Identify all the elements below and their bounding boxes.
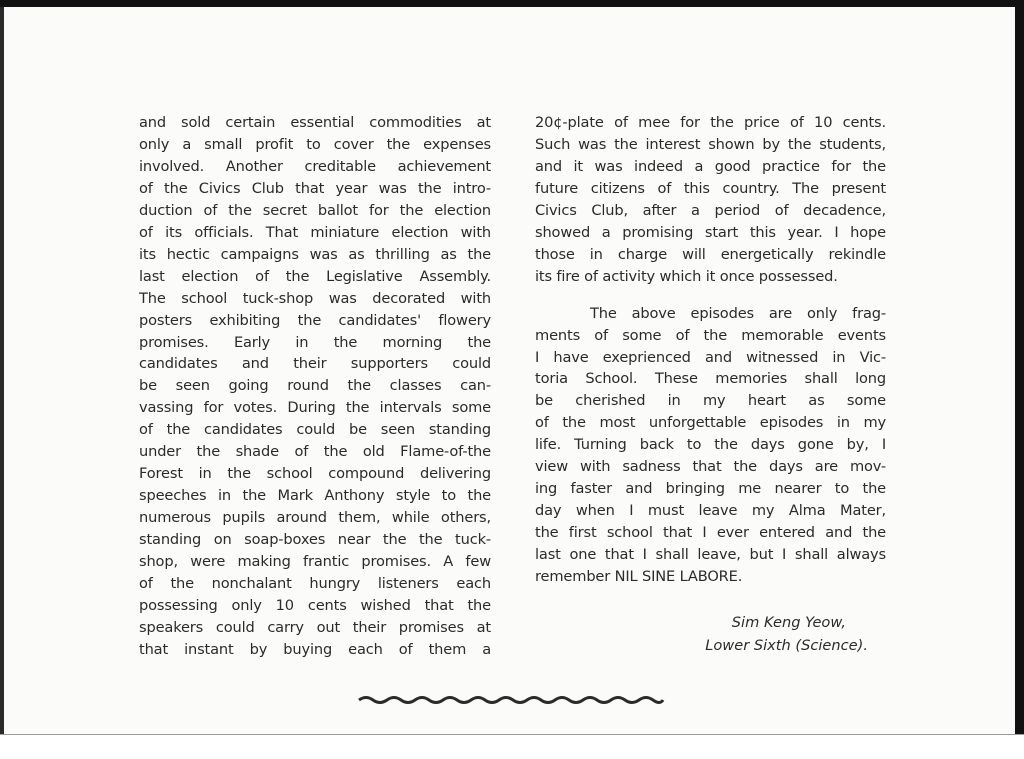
text-line: ments of some of the memorable events: [535, 326, 886, 344]
text-line: day when I must leave my Alma Mater,: [535, 502, 886, 520]
text-line: life. Turning back to the days gone by, I: [535, 436, 886, 454]
text-line: shop, were making frantic promises. A few: [139, 553, 491, 571]
text-line: under the shade of the old Flame-of-the: [139, 443, 491, 461]
text-line: speakers could carry out their promises at: [139, 618, 491, 636]
text-line: showed a promising start this year. I hope: [535, 223, 886, 241]
right-column: [535, 112, 886, 588]
text-line: possessing only 10 cents wished that the: [139, 596, 491, 614]
paragraph: [535, 112, 886, 288]
author-name: Sim Keng Yeow,: [731, 614, 846, 631]
text-line: 20¢-plate of mee for the price of 10 cents.: [535, 114, 886, 131]
right-border: [1015, 0, 1024, 735]
text-line: last one that I shall leave, but I shall always: [535, 546, 886, 564]
bottom-border: [0, 734, 1024, 735]
text-line: view with sadness that the days are mov-: [535, 458, 886, 476]
text-line: of the Civics Club that year was the intro-: [139, 179, 491, 197]
text-line: of its officials. That miniature election with: [139, 223, 491, 241]
left-column: [139, 112, 491, 661]
decorative-wave-divider: [357, 692, 667, 706]
text-line: duction of the secret ballot for the election: [139, 201, 491, 219]
text-line: Such was the interest shown by the students,: [535, 135, 886, 153]
text-line: future citizens of this country. The present: [535, 179, 886, 197]
text-line: that instant by buying each of them a: [139, 640, 491, 658]
wave-line-icon: [359, 698, 663, 703]
text-line: and it was indeed a good practice for the: [535, 157, 886, 175]
top-border: [0, 0, 1024, 7]
text-line: be cherished in my heart as some: [535, 392, 886, 410]
text-line: standing on soap-boxes near the the tuck-: [139, 531, 491, 549]
text-line: posters exhibiting the candidates' flowery: [139, 311, 491, 329]
text-line: The school tuck-shop was decorated with: [139, 289, 491, 307]
text-line: Civics Club, after a period of decadence,: [535, 201, 886, 219]
author-class: Lower Sixth (Science).: [705, 637, 868, 654]
text-line: its hectic campaigns was as thrilling as the: [139, 245, 491, 263]
text-line: the first school that I ever entered and the: [535, 524, 886, 542]
text-line: promises. Early in the morning the: [139, 333, 491, 351]
text-line: remember NIL SINE LABORE.: [535, 568, 743, 586]
text-line: only a small profit to cover the expenses: [139, 135, 491, 153]
text-line: of the nonchalant hungry listeners each: [139, 575, 491, 593]
text-line: speeches in the Mark Anthony style to the: [139, 487, 491, 505]
text-line: be seen going round the classes can-: [139, 377, 491, 395]
text-line: those in charge will energetically rekindle: [535, 245, 886, 263]
text-line: and sold certain essential commodities at: [139, 114, 491, 131]
text-line: I have exeprienced and witnessed in Vic-: [535, 348, 886, 366]
text-line: vassing for votes. During the intervals some: [139, 399, 491, 417]
text-line: toria School. These memories shall long: [535, 370, 886, 388]
text-line: Forest in the school compound delivering: [139, 465, 491, 483]
text-line: involved. Another creditable achievement: [139, 157, 491, 175]
paragraph-gap: [535, 288, 886, 303]
text-line: of the candidates could be seen standing: [139, 421, 491, 439]
text-line: its fire of activity which it once possessed.: [535, 267, 838, 285]
text-line: last election of the Legislative Assembly.: [139, 267, 491, 285]
text-line: candidates and their supporters could: [139, 355, 491, 373]
text-line: of the most unforgettable episodes in my: [535, 414, 886, 432]
paragraph: [535, 303, 886, 588]
text-line: numerous pupils around them, while others,: [139, 509, 491, 527]
text-line: ing faster and bringing me nearer to the: [535, 480, 886, 498]
text-line: The above episodes are only frag-: [590, 304, 886, 322]
